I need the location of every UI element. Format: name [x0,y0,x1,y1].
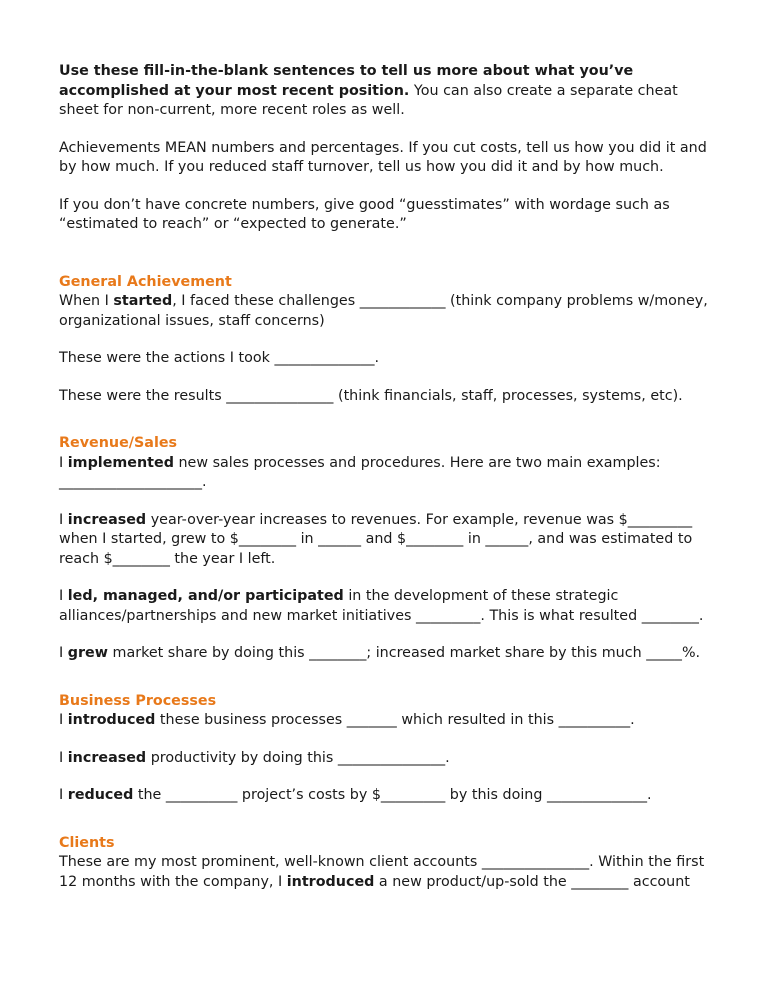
business-item-2-keyword: increased [67,749,147,766]
general-item-1-c: , I faced these challenges ____________ (think company problems w/money, organizational issues, staff concerns) [59,293,708,329]
business-item-1-keyword: introduced [67,712,156,728]
intro-lead-bold: Use these fill-in-the-blank sentences to tell us more about what you’ve accomplished at your most recent position. [59,63,634,99]
business-item-1 [59,711,719,731]
section-heading-clients: Clients [59,834,115,851]
intro-paragraph-1 [59,62,719,121]
revenue-item-4-c: market share by doing this ________; increased market share by this much _____%. [107,645,701,661]
revenue-item-3-keyword: led, managed, and/or participated [67,588,344,604]
revenue-item-2-a: I [59,511,68,528]
revenue-item-3-a: I [59,588,68,604]
revenue-item-1-c: new sales processes and procedures. Here are two main examples: ____________________. [59,454,661,490]
business-item-2 [59,749,719,769]
revenue-item-2 [59,511,719,570]
clients-item-1-c: a new product/up-sold the ________ account [374,873,690,890]
revenue-item-2-c: year-over-year increases to revenues. For example, revenue was $_________ when I started, grew to $________ in ______ and $________ in ______, and was estimated to reach $________ the year I left. [59,511,693,567]
revenue-item-1 [59,454,719,493]
business-item-1-a: I [59,712,68,728]
clients-item-1-a: These are my most prominent, well-known client accounts _______________. Within the first 12 months with the company, I [59,854,705,890]
business-item-2-a: I [59,749,68,766]
section-heading-business: Business Processes [59,692,217,709]
revenue-item-1-keyword: implemented [67,454,174,471]
revenue-item-3-c: in the development of these strategic alliances/partnerships and new market initiatives _________. This is what resulted ________. [59,588,704,624]
revenue-item-2-keyword: increased [67,511,147,528]
revenue-item-4 [59,644,719,664]
general-item-1 [59,292,719,331]
revenue-item-1-a: I [59,454,68,471]
general-item-1-a: When I [59,293,114,309]
business-item-3 [59,786,719,806]
revenue-item-4-a: I [59,645,68,661]
section-heading-revenue: Revenue/Sales [59,435,178,451]
business-item-1-c: these business processes _______ which resulted in this __________. [155,712,635,728]
revenue-item-4-keyword: grew [67,645,108,661]
section-heading-general: General Achievement [59,273,232,290]
general-item-3: These were the results _______________ (think financials, staff, processes, systems, etc). [59,387,683,404]
general-item-1-keyword: started [113,293,173,309]
document-page [59,62,719,892]
business-item-3-c: the __________ project’s costs by $_________ by this doing ______________. [133,787,652,803]
general-item-2: These were the actions I took ______________. [59,350,380,366]
business-item-3-keyword: reduced [67,787,134,803]
business-item-2-c: productivity by doing this _______________. [146,749,450,766]
revenue-item-3 [59,587,719,626]
clients-item-1-keyword: introduced [286,873,375,890]
business-item-3-a: I [59,787,68,803]
intro-paragraph-2: Achievements MEAN numbers and percentages. If you cut costs, tell us how you did it and by how much. If you reduced staff turnover, tell us how you did it and by how much. [59,139,707,175]
intro-lead-rest: You can also create a separate cheat sheet for non-current, more recent roles as well. [59,82,678,118]
intro-paragraph-3: If you don’t have concrete numbers, give good “guesstimates” with wordage such as “estimated to reach” or “expected to generate.” [59,196,670,232]
clients-item-1 [59,853,719,892]
